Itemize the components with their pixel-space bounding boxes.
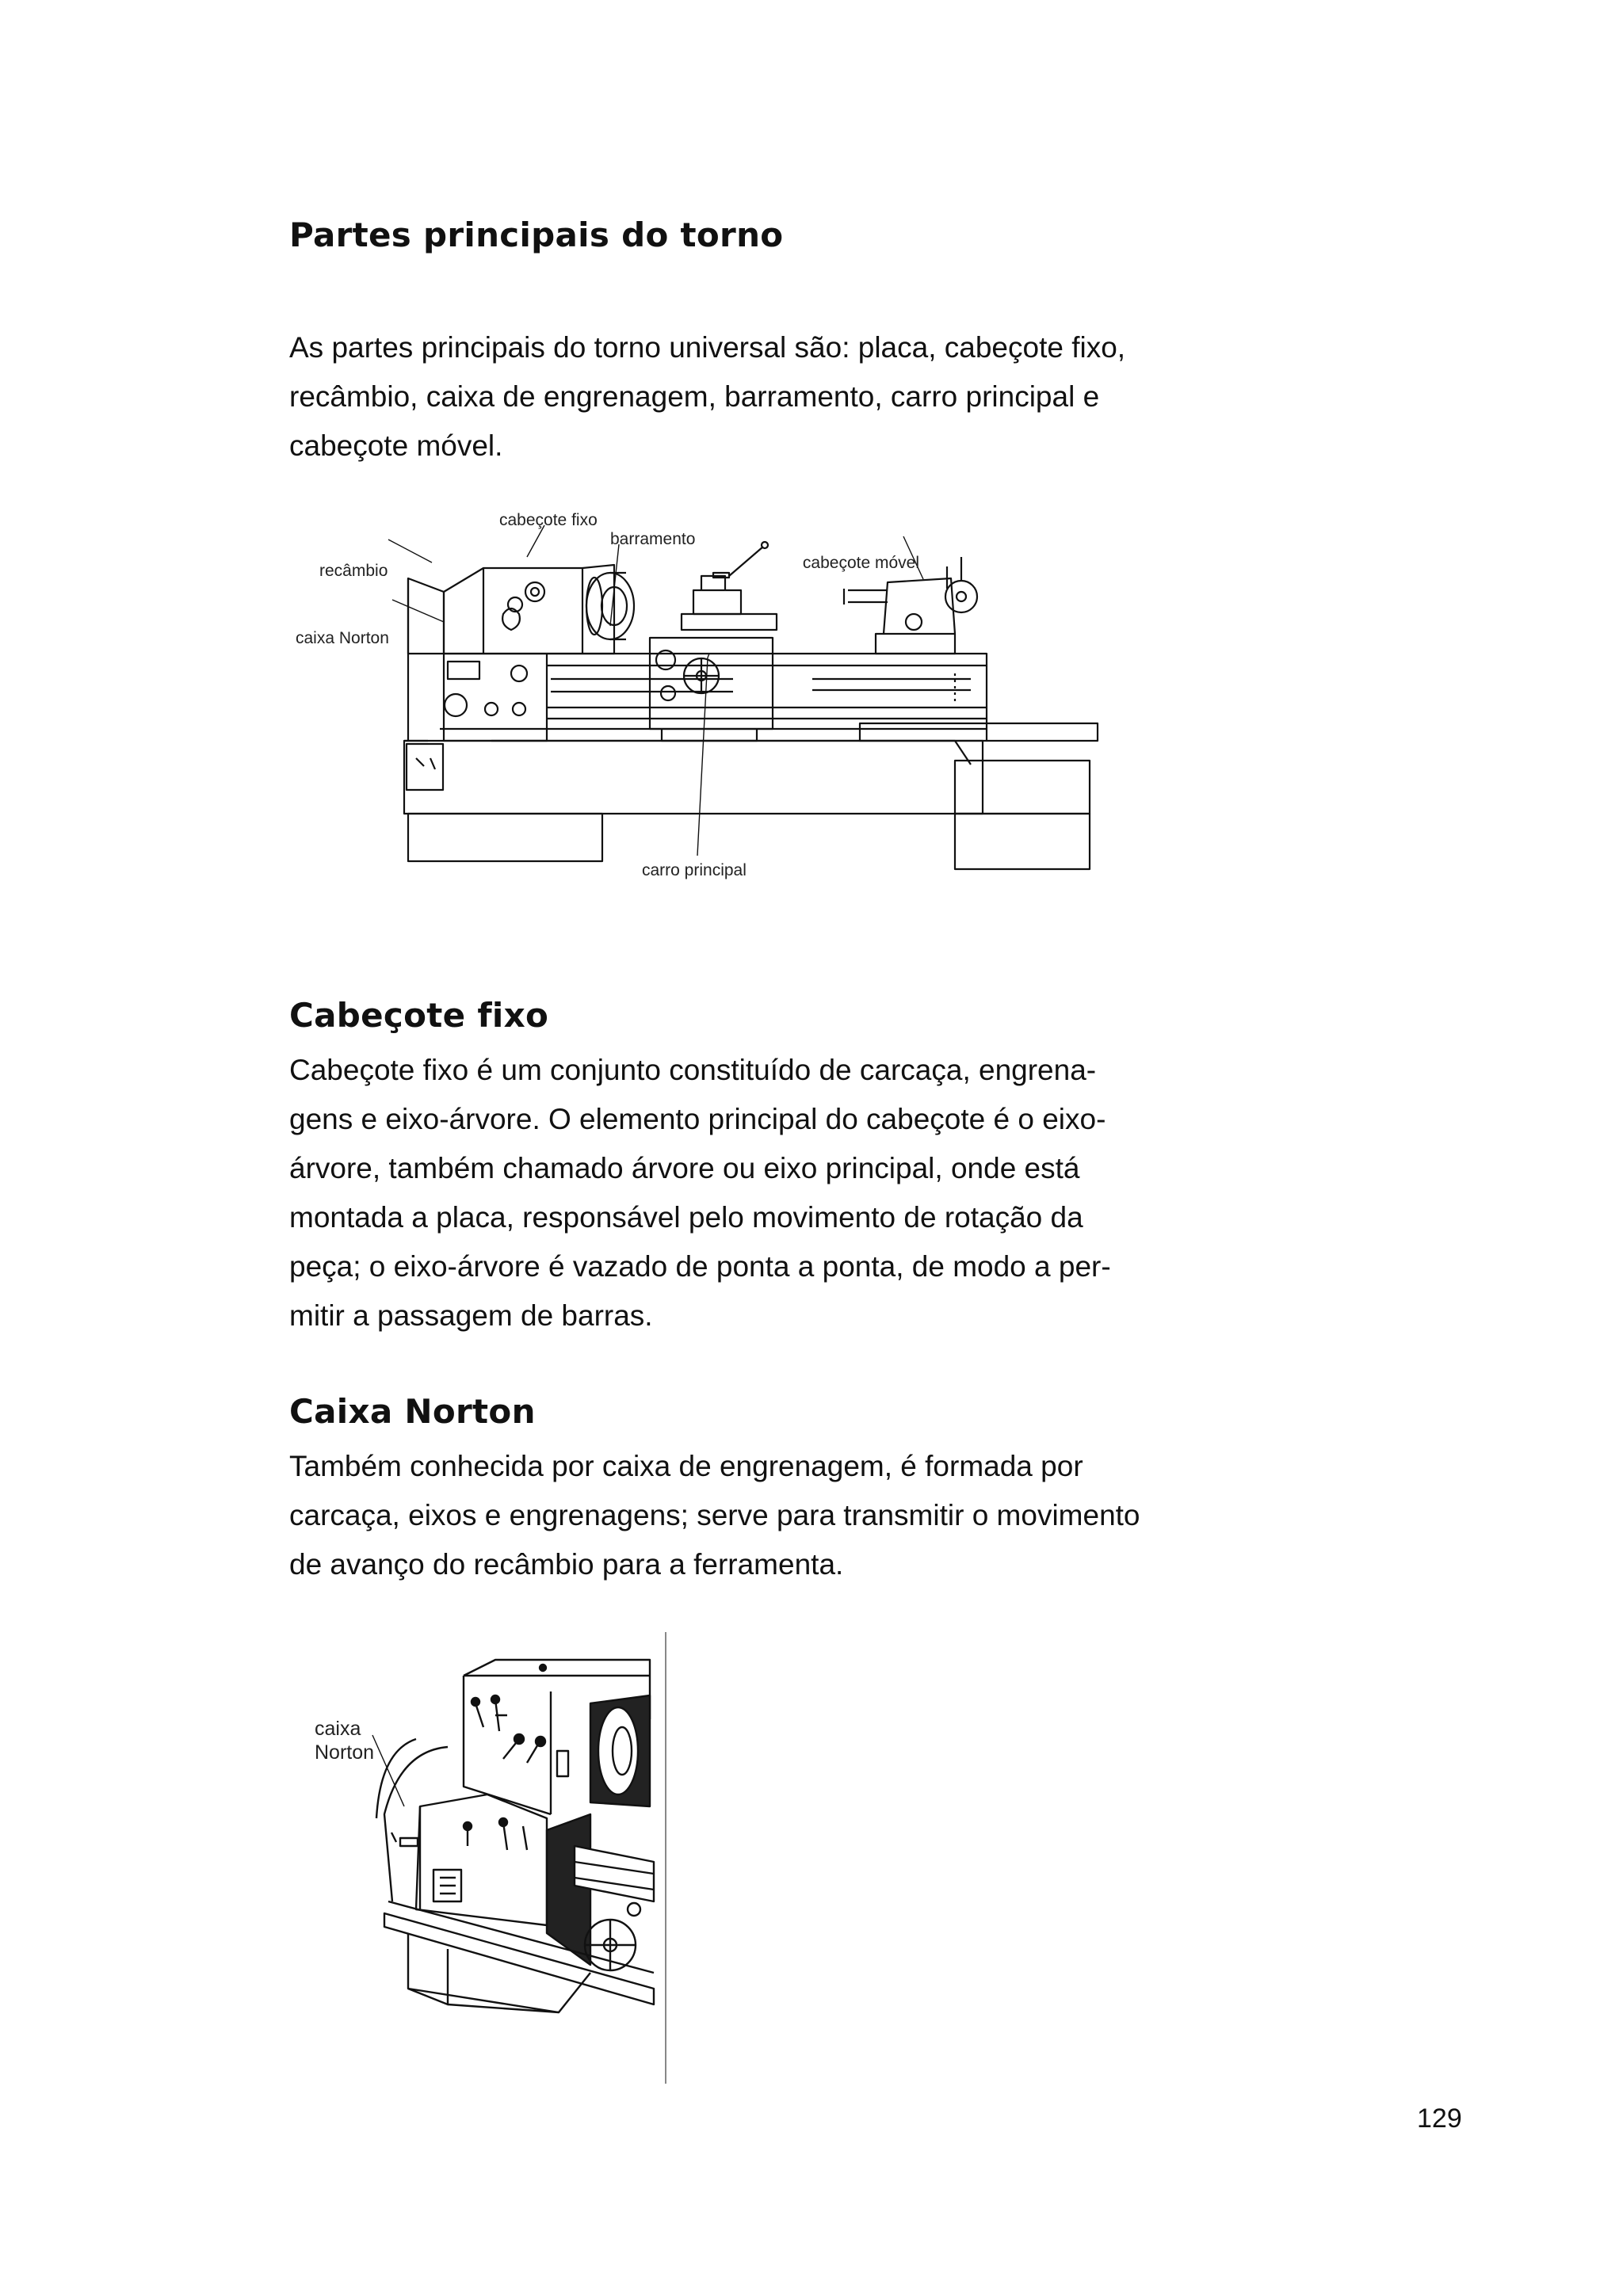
norton-figure (305, 1632, 678, 2084)
lathe-illustration (289, 503, 1113, 931)
cabecote-line: peça; o eixo-árvore é vazado de ponta a ponta, de modo a per- (289, 1250, 1111, 1283)
norton-paragraph (289, 1442, 1201, 1589)
label-caixa-norton: caixa Norton (296, 629, 389, 647)
change-gear-cover (408, 578, 444, 654)
intro-line: As partes principais do torno universal são: placa, cabeçote fixo, (289, 331, 1126, 364)
page-number: 129 (1417, 2103, 1462, 2134)
label-carro-principal: carro principal (642, 861, 747, 879)
cabecote-line: mitir a passagem de barras. (289, 1299, 653, 1332)
norton-illustration (305, 1632, 678, 2084)
label-cabecote-fixo: cabeçote fixo (499, 511, 598, 529)
label-norton: Norton (315, 1741, 375, 1764)
tailstock (876, 634, 955, 654)
lathe-bed (547, 654, 987, 741)
label-barramento: barramento (610, 530, 696, 548)
section-title-partes-principais: Partes principais do torno (289, 215, 784, 254)
cabecote-line: árvore, também chamado árvore ou eixo principal, onde está (289, 1152, 1080, 1184)
label-cabecote-movel: cabeçote móvel (802, 554, 919, 572)
section-title-cabecote-fixo: Cabeçote fixo (289, 996, 549, 1035)
intro-paragraph (289, 323, 1201, 471)
norton-line: de avanço do recâmbio para a ferramenta. (289, 1548, 844, 1581)
norton-line: carcaça, eixos e engrenagens; serve para transmitir o movimento (289, 1499, 1140, 1531)
norton-gearbox (444, 654, 547, 741)
cabecote-paragraph (289, 1046, 1201, 1341)
intro-line: recâmbio, caixa de engrenagem, barramento, carro principal e (289, 380, 1100, 413)
lathe-foot-left (408, 814, 602, 861)
change-gear-cover (384, 1747, 448, 1901)
intro-line: cabeçote móvel. (289, 429, 503, 462)
cabecote-line: montada a placa, responsável pelo movimento de rotação da (289, 1201, 1083, 1234)
section-title-caixa-norton: Caixa Norton (289, 1392, 536, 1431)
cabecote-line: Cabeçote fixo é um conjunto constituído de carcaça, engrena- (289, 1054, 1097, 1086)
label-caixa: caixa (315, 1718, 361, 1740)
lathe-figure (289, 503, 1113, 931)
carriage-saddle (682, 614, 777, 630)
label-recambio: recâmbio (319, 562, 388, 580)
norton-line: Também conhecida por caixa de engrenagem, é formada por (289, 1450, 1083, 1482)
lathe-foot-right (955, 761, 1090, 814)
cabecote-line: gens e eixo-árvore. O elemento principal do cabeçote é o eixo- (289, 1103, 1106, 1135)
norton-gearbox (416, 1794, 547, 1925)
lathe-base (404, 741, 983, 814)
